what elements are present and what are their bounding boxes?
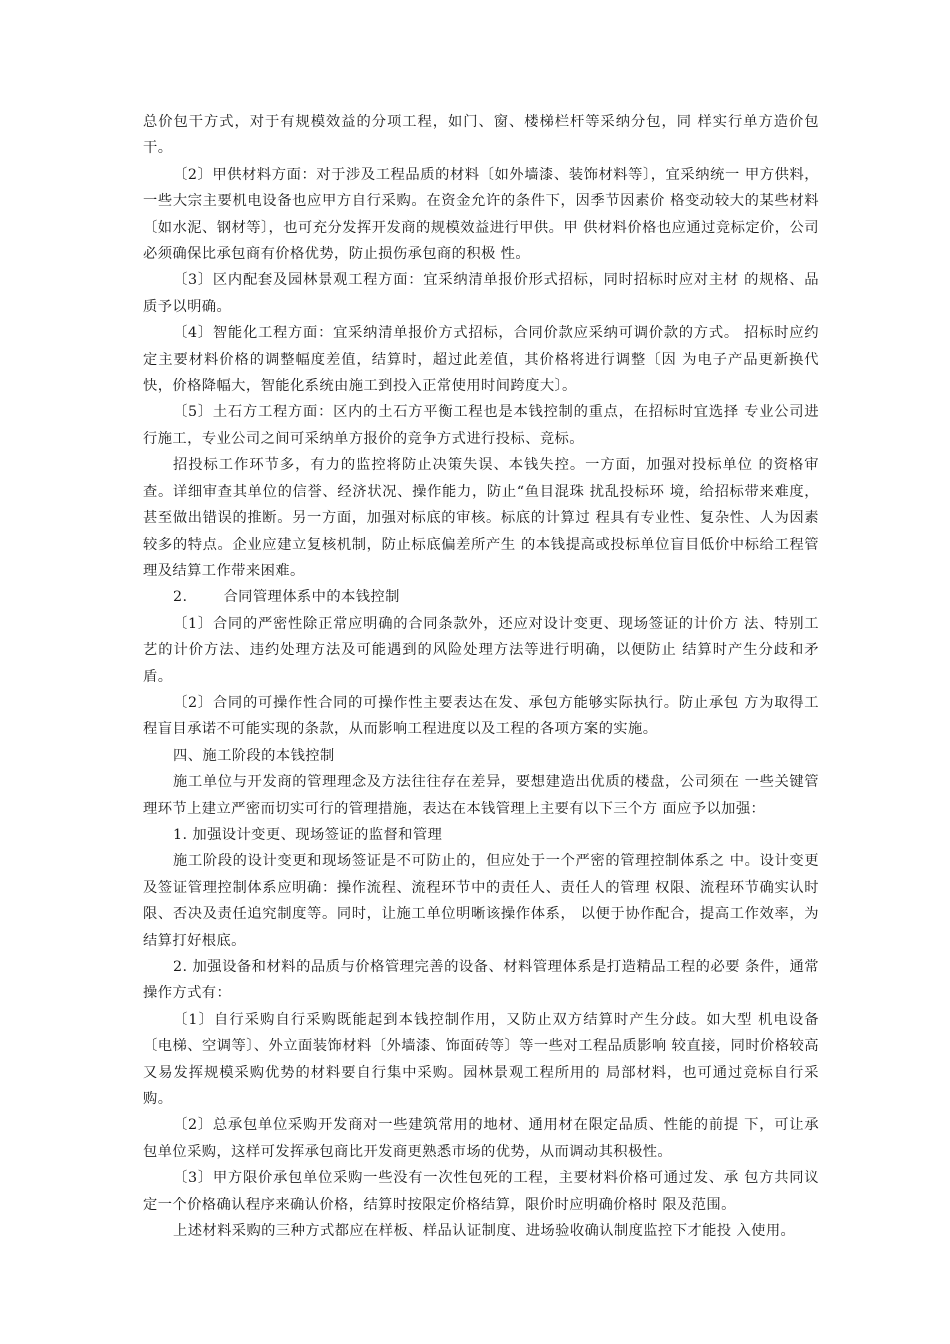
section-title: 合同管理体系中的本钱控制 <box>223 589 400 606</box>
paragraph-contract-1: 〔1〕合同的严密性除正常应明确的合同条款外，还应对设计变更、现场签证的计价方 法、特别工艺的计价方法、违约处理方法及可能遇到的风险处理方法等进行明确，以便防止 结算时产生分歧和矛盾。 <box>143 615 819 685</box>
paragraph-materials-intro: 2. 加强设备和材料的品质与价格管理完善的设备、材料管理体系是打造精品工程的必要 条件，通常操作方式有： <box>143 959 819 1002</box>
paragraph-price-limit: 〔3〕甲方限价承包单位采购一些没有一次性包死的工程，主要材料价格可通过发、承 包方共同议定一个价格确认程序来确认价格，结算时按限定价格结算，限价时应明确价格时 限及范围。 <box>143 1170 819 1213</box>
paragraph-design-change: 施工阶段的设计变更和现场签证是不可防止的，但应处于一个严密的管理控制体系之 中。设计变更及签证管理控制体系应明确：操作流程、流程环节中的责任人、责任人的管理 权限、流程环节确实认时限、否决及责任追究制度等。同时，让施工单位明晰该操作体系， 以便于协作配合，提高工作效率，为结算打好根底。 <box>143 853 819 949</box>
section-heading-construction: 四、施工阶段的本钱控制 <box>173 747 335 764</box>
paragraph-item-2: 〔2〕甲供材料方面：对于涉及工程品质的材料〔如外墙漆、装饰材料等〕，宜采纳统一 甲方供料，一些大宗主要机电设备也应甲方自行采购。在资金允许的条件下，因季节因素价 格变动较大的某些材料〔如水泥、钢材等〕，也可充分发挥开发商的规模效益进行甲供。甲 供材料价格也应通过竞标定价，公司必须确保比承包商有价格优势，防止损伤承包商的积极 性。 <box>143 166 819 263</box>
section-number: 2. <box>173 589 188 606</box>
subheading-design-change: 1. 加强设计变更、现场签证的监督和管理 <box>173 826 443 843</box>
paragraph-item-5: 〔5〕土石方工程方面：区内的土石方平衡工程也是本钱控制的重点，在招标时宜选择 专业公司进行施工，专业公司之间可采纳单方报价的竞争方式进行投标、竞标。 <box>143 404 819 447</box>
document-body <box>143 109 819 1244</box>
paragraph-bidding-monitoring: 招投标工作环节多，有力的监控将防止决策失误、本钱失控。一方面，加强对投标单位 的资格审查。详细审查其单位的信誉、经济状况、操作能力，防止“鱼目混珠 扰乱投标环 境，给招标带来难度，甚至做出错误的推断。另一方面，加强对标底的审核。标底的计算过 程具有专业性、复杂性、人为因素较多的特点。企业应建立复核机制，防止标底偏差所产生 的本钱提高或投标单位盲目低价中标给工程管理及结算工作带来困难。 <box>143 457 819 579</box>
paragraph-contractor-purchase: 〔2〕总承包单位采购开发商对一些建筑常用的地材、通用材在限定品质、性能的前提 下，可让承包单位采购，这样可发挥承包商比开发商更熟悉市场的优势，从而调动其积极性。 <box>143 1117 819 1160</box>
paragraph-contract-2: 〔2〕合同的可操作性合同的可操作性主要表达在发、承包方能够实际执行。防止承包 方为取得工程盲目承诺不可能实现的条款，从而影响工程进度以及工程的各项方案的实施。 <box>143 694 819 738</box>
paragraph-construction-intro: 施工单位与开发商的管理理念及方法往往存在差异，要想建造出优质的楼盘，公司须在 一些关键管理环节上建立严密而切实可行的管理措施，表达在本钱管理上主要有以下三个方 面应予以加强： <box>143 774 819 817</box>
paragraph-item-3: 〔3〕区内配套及园林景观工程方面：宜采纳清单报价形式招标，同时招标时应对主材 的规格、品质予以明确。 <box>143 272 819 315</box>
paragraph-self-purchase: 〔1〕自行采购自行采购既能起到本钱控制作用，又防止双方结算时产生分歧。如大型 机电设备〔电梯、空调等〕、外立面装饰材料〔外墙漆、饰面砖等〕等一些对工程品质影响 较直接，同时价格较高又易发挥规模采购优势的材料要自行集中采购。园林景观工程所用的 局部材料，也可通过竞标自行采购。 <box>143 1011 819 1108</box>
paragraph-item-4: 〔4〕智能化工程方面：宜采纳清单报价方式招标，合同价款应采纳可调价款的方式。 招标时应约定主要材料价格的调整幅度差值，结算时，超过此差值，其价格将进行调整〔因 为电子产品更新换代快，价格降幅大，智能化系统由施工到投入正常使用时间跨度大〕。 <box>143 325 819 395</box>
paragraph-continuation: 总价包干方式，对于有规模效益的分项工程，如门、窗、楼梯栏杆等采纳分包，同 样实行单方造价包干。 <box>143 114 819 157</box>
section-heading-contract <box>143 584 819 610</box>
paragraph-summary: 上述材料采购的三种方式都应在样板、样品认证制度、进场验收确认制度监控下才能投 入使用。 <box>173 1223 796 1240</box>
